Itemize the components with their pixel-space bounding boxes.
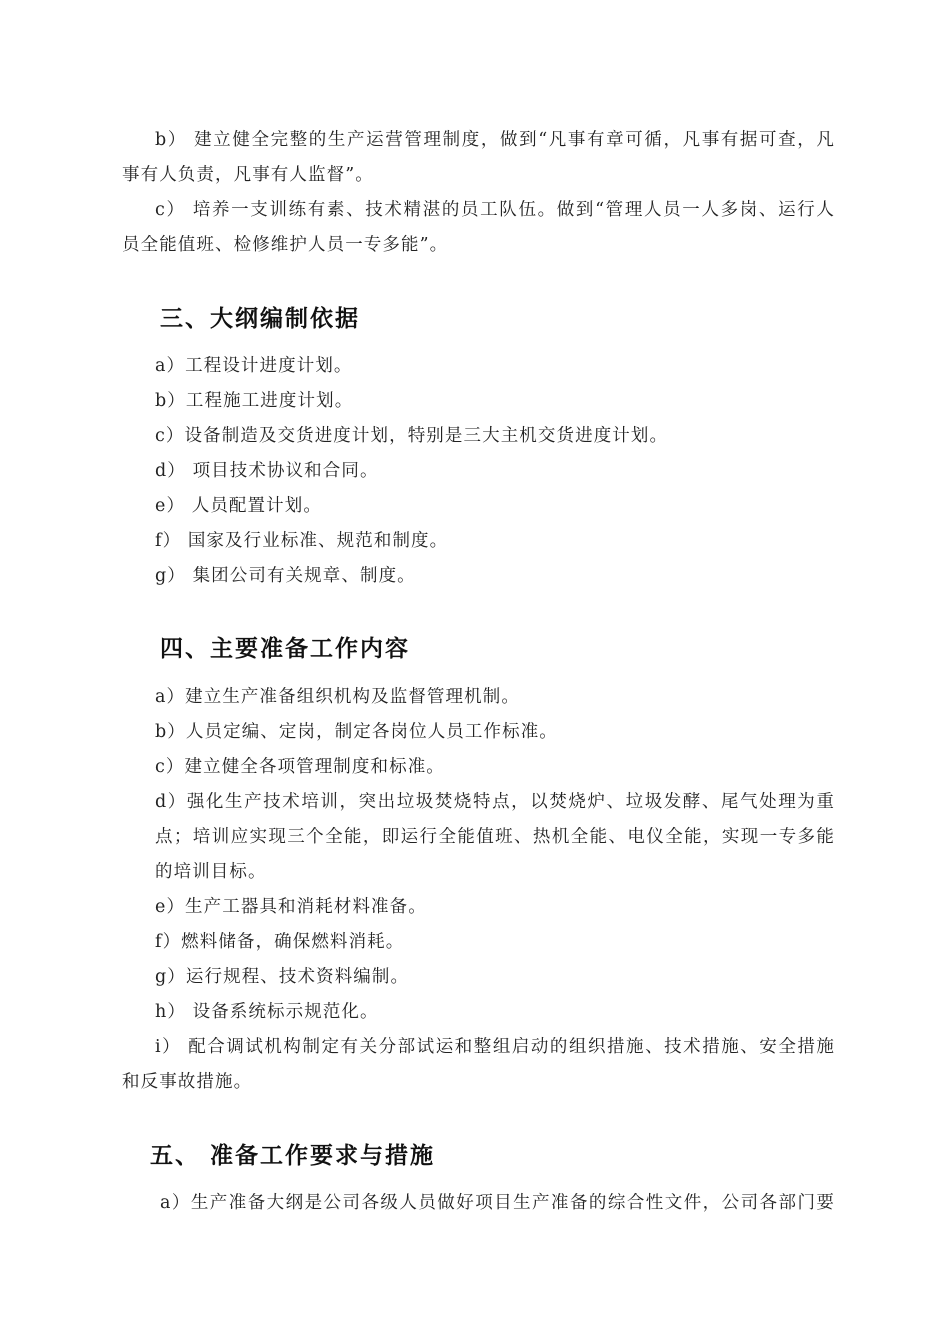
list-item: a）建立生产准备组织机构及监督管理机制。	[155, 687, 520, 707]
list-item: e） 人员配置计划。	[155, 496, 322, 516]
item-d-line1: d）强化生产技术培训，突出垃圾焚烧特点，以焚烧炉、垃圾发酵、尾气处理为重	[155, 792, 835, 812]
list-item: c）设备制造及交货进度计划，特别是三大主机交货进度计划。	[155, 426, 669, 446]
list-item: f） 国家及行业标准、规范和制度。	[155, 531, 449, 551]
section-5-heading: 五、 准备工作要求与措施	[150, 1143, 436, 1169]
section-3-heading: 三、大纲编制依据	[160, 306, 360, 332]
item-d-line3: 的培训目标。	[155, 862, 267, 882]
list-item: a）工程设计进度计划。	[155, 356, 353, 376]
list-item: b）人员定编、定岗，制定各岗位人员工作标准。	[155, 722, 558, 742]
item-c-line1: c） 培养一支训练有素、技术精湛的员工队伍。做到“管理人员一人多岗、运行人	[155, 200, 835, 220]
item-b-line1: b） 建立健全完整的生产运营管理制度，做到“凡事有章可循，凡事有据可查，凡	[155, 130, 835, 150]
list-item: g） 集团公司有关规章、制度。	[155, 566, 416, 586]
list-item: b）工程施工进度计划。	[155, 391, 354, 411]
item-c-line2: 员全能值班、检修维护人员一专多能”。	[122, 235, 449, 255]
item-i-line1: i） 配合调试机构制定有关分部试运和整组启动的组织措施、技术措施、安全措施	[155, 1037, 835, 1057]
list-item: d） 项目技术协议和合同。	[155, 461, 379, 481]
list-item: f）燃料储备，确保燃料消耗。	[155, 932, 405, 952]
list-item: e）生产工器具和消耗材料准备。	[155, 897, 427, 917]
item-d-line2: 点；培训应实现三个全能，即运行全能值班、热机全能、电仪全能，实现一专多能	[155, 827, 835, 847]
item-a-line1: a）生产准备大纲是公司各级人员做好项目生产准备的综合性文件，公司各部门要	[160, 1193, 835, 1213]
item-i-line2: 和反事故措施。	[122, 1072, 253, 1092]
item-b-line2: 事有人负责，凡事有人监督”。	[122, 165, 374, 185]
section-4-heading: 四、主要准备工作内容	[160, 636, 410, 662]
list-item: c）建立健全各项管理制度和标准。	[155, 757, 445, 777]
list-item: h） 设备系统标示规范化。	[155, 1002, 379, 1022]
list-item: g）运行规程、技术资料编制。	[155, 967, 410, 987]
